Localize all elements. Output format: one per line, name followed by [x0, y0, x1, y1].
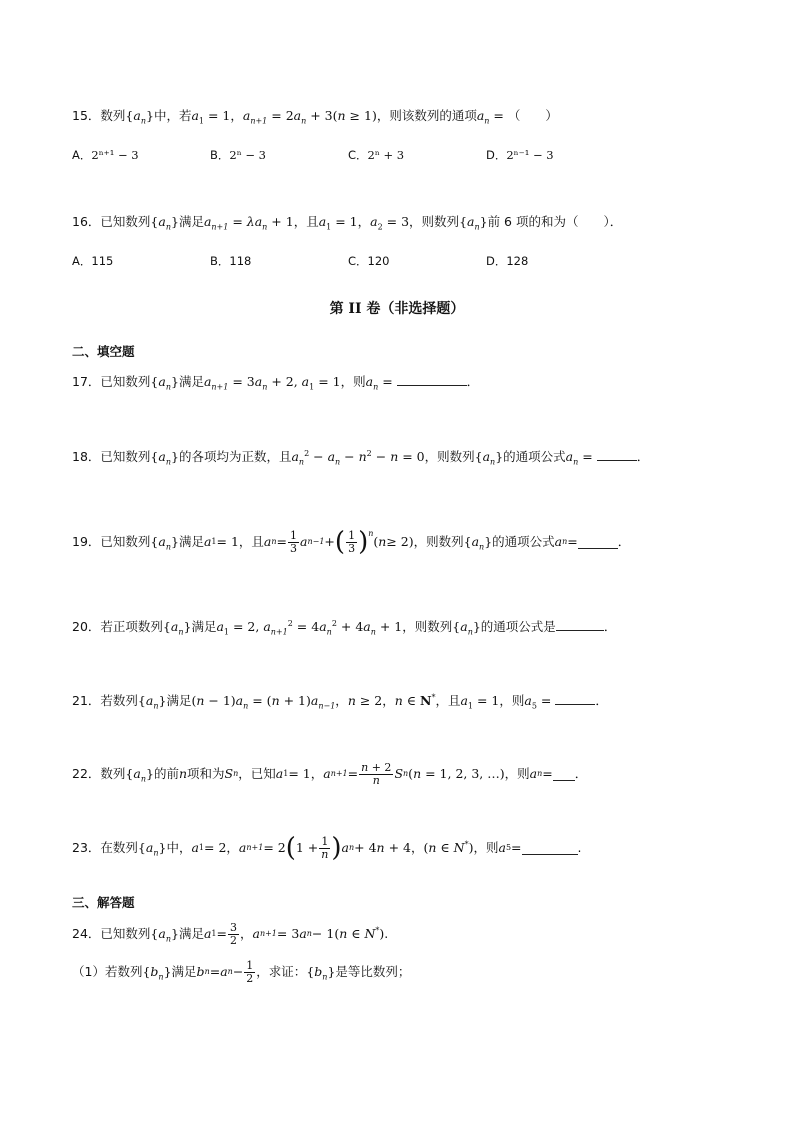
question-number: 19． — [72, 534, 101, 549]
math-expr: = — [228, 214, 247, 229]
math-expr: = — [347, 766, 359, 781]
math-var: n — [378, 534, 387, 549]
question-number: 23． — [72, 840, 101, 855]
math-expr: = 1， — [204, 108, 243, 123]
math-expr: = — [542, 766, 553, 781]
question-text: . — [577, 840, 582, 855]
math-sub: 1 — [223, 627, 229, 637]
math-expr: = — [567, 534, 578, 549]
question-text: 已知数列 — [100, 534, 151, 549]
fraction-one-half: $\frac{1}{2}$ — [246, 958, 254, 985]
question-24-part-1: （1）若数列 $\{b_n\}$ 满足 b n = a n − $\frac{1}{2}$ ，求证： $\{b_n\}$ 是等比数列； — [72, 958, 411, 985]
option-text: 118 — [229, 254, 252, 268]
question-text: 满足 — [166, 693, 192, 708]
option-text: 2ⁿ⁻¹ − 3 — [506, 148, 554, 162]
math-sub: n — [573, 457, 579, 467]
option-a[interactable] — [72, 253, 113, 269]
math-seq-an: $\{a_n\}$ — [150, 926, 179, 944]
question-text: 若正项数列 — [100, 619, 163, 634]
question-text: 的各项均为正数，且 — [178, 449, 292, 464]
option-text: 128 — [506, 254, 529, 268]
math-sub: n+1 — [270, 627, 288, 637]
math-sub: 2 — [377, 222, 383, 232]
fraction-three-halves: $\frac{3}{2}$ — [229, 920, 237, 947]
option-b[interactable] — [210, 147, 266, 163]
math-var: a — [203, 374, 212, 389]
question-text: 已知数列 — [100, 374, 151, 389]
math-sub: n — [370, 627, 376, 637]
option-text: 2ⁿ − 3 — [229, 148, 266, 162]
math-var: n — [394, 693, 403, 708]
question-text: ． — [603, 619, 617, 634]
question-text: 的通项公式 — [503, 449, 566, 464]
question-text: 数列 — [100, 108, 126, 123]
math-var: a — [370, 214, 378, 229]
math-expr: ≥ 2) — [386, 534, 414, 549]
question-22: 22． 数列 $\{a_n\}$ 的前 n 项和为 S n ，已知 a 1 = 1， a n+1 = $\frac{n + 2}{n}$ S n (n = 1, 2, 3, …) ，则 a n = ． — [72, 760, 588, 787]
math-seq-bn: $\{b_n\}$ — [306, 964, 336, 982]
math-var: a — [263, 534, 272, 549]
question-number: 21． — [72, 693, 101, 708]
question-text: 数列 — [100, 766, 126, 781]
math-expr: − — [371, 449, 391, 464]
math-sub: 1 — [326, 222, 332, 232]
question-text: ，则 — [340, 374, 366, 389]
question-text: 的前 — [153, 766, 179, 781]
question-text: 满足 — [191, 619, 217, 634]
question-text: 中，若 — [153, 108, 192, 123]
question-text: 满足 — [171, 964, 197, 979]
math-expr: = — [378, 374, 397, 389]
math-expr: + 4n + 4，(n ∈ N*) — [354, 839, 474, 855]
question-number: 18． — [72, 449, 101, 464]
question-number: 17． — [72, 374, 101, 389]
math-var: n — [358, 449, 367, 464]
question-text: ． — [466, 374, 480, 389]
math-expr: = 3 — [382, 214, 410, 229]
option-text: 120 — [367, 254, 390, 268]
question-number: 22． — [72, 766, 101, 781]
math-sup: 2 — [304, 448, 310, 458]
answer-blank[interactable] — [522, 842, 578, 855]
question-text: ，则数列 — [424, 449, 475, 464]
math-var: a — [323, 766, 331, 781]
question-16 — [72, 214, 622, 230]
math-expr: ( — [191, 693, 197, 708]
option-text: 2ⁿ + 3 — [367, 148, 405, 162]
question-text: ． — [574, 766, 588, 781]
math-expr: ≥ 1) — [345, 108, 377, 123]
math-expr: − — [232, 964, 244, 979]
math-seq-an: $\{a_n\}$ — [459, 214, 488, 232]
math-var: S — [394, 766, 404, 781]
math-expr: − 1(n ∈ N*) — [311, 925, 385, 941]
question-text: 在数列 — [100, 840, 138, 855]
math-an1: a — [242, 108, 251, 123]
math-var: a — [524, 693, 532, 708]
math-var: a — [365, 374, 374, 389]
question-text: 满足 — [178, 374, 204, 389]
math-expr: ， — [239, 926, 253, 941]
math-var: a — [565, 449, 574, 464]
math-var: a — [341, 840, 349, 855]
question-number: 16． — [72, 214, 101, 229]
math-seq-an: $\{a_n\}$ — [150, 214, 179, 232]
math-sub: n — [301, 116, 307, 126]
math-var: n — [347, 693, 356, 708]
math-expr: = 1 — [216, 534, 239, 549]
option-c[interactable] — [348, 253, 389, 269]
fraction-n-plus-2-over-n: $\frac{n + 2}{n}$ — [361, 760, 392, 787]
question-text: 已知数列 — [100, 926, 151, 941]
math-seq-an: $\{a_n\}$ — [137, 693, 167, 711]
math-expr: = 4 — [292, 619, 320, 634]
math-expr: = ( — [248, 693, 272, 708]
math-seq-an: $\{a_n\}$ — [137, 840, 167, 858]
option-label: B． — [210, 148, 230, 162]
math-var: a — [263, 619, 271, 634]
math-expr: = 1， — [331, 214, 371, 229]
math-var: n — [178, 766, 188, 781]
question-text: ，则数列 — [409, 214, 460, 229]
math-expr: (n = 1, 2, 3, …) — [408, 766, 505, 781]
question-text: ． — [595, 693, 608, 708]
math-expr: = 0 — [398, 449, 425, 464]
math-var: a — [252, 926, 260, 941]
option-label: A． — [72, 148, 92, 162]
answer-blank[interactable] — [578, 536, 618, 549]
question-text: 已知数列 — [100, 449, 151, 464]
math-sub: 1 — [467, 701, 474, 711]
math-var: a — [460, 693, 468, 708]
math-sub: n — [373, 382, 379, 392]
math-sub: n — [484, 116, 490, 126]
question-text: 已知数列 — [100, 214, 151, 229]
math-expr: = — [578, 449, 597, 464]
math-expr: + 1) — [279, 693, 311, 708]
math-expr: = — [276, 534, 288, 549]
math-var: a — [235, 693, 244, 708]
math-sub: n — [243, 701, 249, 711]
math-sub: n+1 — [211, 382, 229, 392]
math-var: b — [196, 964, 205, 979]
math-sub: 5 — [531, 701, 537, 711]
math-seq-an: $\{a_n\}$ — [150, 449, 179, 467]
math-var: n — [337, 108, 346, 123]
math-expr: ， — [335, 693, 348, 708]
math-var: a — [476, 108, 485, 123]
math-var: a — [299, 926, 307, 941]
math-seq-an: $\{a_n\}$ — [125, 108, 154, 126]
option-label: D． — [486, 254, 507, 268]
math-var: a — [275, 766, 284, 781]
math-expr: − — [340, 449, 359, 464]
math-expr: + — [324, 534, 335, 549]
question-text: 若数列 — [100, 693, 138, 708]
option-label: C． — [348, 254, 368, 268]
math-var: a — [529, 766, 538, 781]
math-var: a — [203, 534, 212, 549]
math-paren: ) — [331, 833, 342, 863]
question-text: ，则 — [504, 766, 530, 781]
fraction-one-over-n: $\frac{1}{n}$ — [321, 834, 329, 861]
math-var: a — [310, 693, 319, 708]
question-19: 19． 已知数列 $\{a_n\}$ 满足 a 1 = 1 ，且 a n = $\frac{1}{3}$ a n−1 + ( $\frac{1}{3}$ ) $^n$ ( n ≥ 2) ，则数列 $\{a_n\}$ 的通项公式 a n = ． — [72, 527, 631, 557]
answer-blank[interactable] — [597, 448, 637, 461]
question-17 — [72, 373, 479, 390]
math-expr: + 4 — [336, 619, 364, 634]
math-sup: 2 — [287, 618, 293, 628]
math-expr: + 1 — [375, 619, 403, 634]
question-text: （1）若数列 — [72, 964, 143, 979]
math-var: a — [327, 449, 336, 464]
math-expr: = — [511, 840, 522, 855]
answer-blank[interactable] — [553, 768, 575, 781]
math-var: a — [203, 214, 212, 229]
math-expr: = 1 — [473, 693, 500, 708]
math-seq-an: $\{a_n\}$ — [150, 374, 179, 392]
question-text: 满足 — [178, 534, 204, 549]
option-text: 2ⁿ⁺¹ − 3 — [91, 148, 139, 162]
math-sub: 1 — [309, 382, 315, 392]
question-text: ． — [617, 534, 631, 549]
math-seq-an: $\{a_n\}$ — [125, 766, 154, 784]
fraction-one-third: $\frac{1}{3}$ — [290, 528, 298, 555]
math-paren: ) — [358, 527, 369, 557]
question-text: ，则 — [499, 693, 525, 708]
fraction-one-third: $\frac{1}{3}$ — [348, 528, 356, 555]
question-text: 的通项公式 — [492, 534, 555, 549]
question-text: ，则数列 — [413, 534, 464, 549]
math-expr: = 2， — [204, 840, 239, 855]
math-expr: = 3 — [276, 926, 300, 941]
math-var: a — [203, 926, 212, 941]
math-sub: n — [326, 627, 332, 637]
math-var: a — [191, 840, 199, 855]
question-text: 是等比数列； — [335, 964, 411, 979]
math-expr: ∈ N* — [402, 692, 436, 708]
math-var: n — [196, 693, 205, 708]
math-expr: − — [309, 449, 328, 464]
math-expr: = 1， — [288, 766, 324, 781]
question-text: ，已知 — [238, 766, 276, 781]
math-var: a — [498, 840, 506, 855]
question-text: 满足 — [178, 214, 204, 229]
math-sup: 2 — [331, 618, 337, 628]
math-expr: − 1) — [204, 693, 236, 708]
math-expr: ≥ 2， — [355, 693, 395, 708]
math-sub: n — [262, 382, 268, 392]
math-expr: + 1 — [267, 214, 294, 229]
question-text: 前 6 项的和为（ ）． — [487, 214, 623, 229]
math-expr: = — [536, 693, 556, 708]
math-seq-bn: $\{b_n\}$ — [142, 964, 172, 982]
math-sup: 2 — [366, 448, 372, 458]
question-23: 23． 在数列 $\{a_n\}$ 中， a 1 = 2， a n+1 = 2 ( 1 + $\frac{1}{n}$ ) a n + 4n + 4，(n ∈ N*) ，则 a 5 = . — [72, 833, 582, 863]
option-label: B． — [210, 254, 230, 268]
math-sub: n — [298, 457, 305, 467]
math-expr: = 2 — [267, 108, 294, 123]
question-text: . — [384, 926, 389, 941]
question-20 — [72, 618, 616, 635]
math-var: S — [224, 766, 234, 781]
question-number: 15． — [72, 108, 101, 123]
math-sub: n — [335, 457, 341, 467]
math-sub: 1 — [198, 116, 204, 126]
math-var: a — [319, 619, 327, 634]
math-var: n — [390, 449, 399, 464]
math-var: a — [363, 619, 371, 634]
question-number: 20． — [72, 619, 101, 634]
math-seq-an: $\{a_n\}$ — [452, 619, 481, 637]
math-expr: 1 + — [295, 840, 319, 855]
question-text: 中， — [166, 840, 192, 855]
option-a[interactable] — [72, 147, 139, 163]
math-expr: + 2, — [267, 374, 302, 389]
math-expr: = — [216, 926, 227, 941]
math-var: a — [293, 108, 302, 123]
math-var: λa — [246, 214, 263, 229]
question-text: 项和为 — [187, 766, 225, 781]
math-paren: ( — [285, 833, 296, 863]
math-expr: + 3( — [306, 108, 338, 123]
question-text: ，则数列 — [402, 619, 453, 634]
option-c[interactable] — [348, 147, 404, 163]
question-21 — [72, 692, 608, 709]
part-title: 第 II 卷（非选择题） — [329, 301, 465, 317]
math-expr: ( — [373, 534, 379, 549]
option-label: C． — [348, 148, 368, 162]
math-expr: = — [489, 108, 508, 123]
math-paren: ( — [334, 527, 346, 557]
question-text: ，且 — [238, 534, 264, 549]
option-d[interactable] — [486, 147, 554, 163]
math-var: a — [301, 374, 310, 389]
section-heading: 二、填空题 — [72, 344, 135, 359]
question-text: 满足 — [178, 926, 204, 941]
answer-blank[interactable] — [556, 618, 604, 631]
option-b[interactable] — [210, 253, 251, 269]
math-var: a — [238, 840, 247, 855]
answer-blank[interactable] — [555, 692, 595, 705]
math-var: n — [271, 693, 280, 708]
math-seq-an: $\{a_n\}$ — [162, 619, 192, 637]
math-expr: = 2, — [229, 619, 264, 634]
question-number: 24． — [72, 926, 101, 941]
math-expr: = 3 — [228, 374, 255, 389]
math-sub: n−1 — [318, 701, 336, 711]
math-sub: n+1 — [250, 116, 268, 126]
math-var: a — [220, 964, 228, 979]
math-sub: n+1 — [211, 222, 229, 232]
question-text: 的通项公式是 — [480, 619, 556, 634]
math-seq-an: $\{a_n\}$ — [150, 534, 179, 552]
math-expr: = — [209, 964, 221, 979]
math-var: a — [318, 214, 327, 229]
math-var: a — [554, 534, 563, 549]
math-expr: = 1 — [314, 374, 341, 389]
math-var: a — [291, 449, 299, 464]
answer-parentheses: （ ） — [507, 108, 558, 123]
section-heading: 三、解答题 — [72, 895, 135, 910]
option-label: D． — [486, 148, 507, 162]
question-text: ，则 — [473, 840, 499, 855]
math-a1: a — [191, 108, 199, 123]
math-seq-an: $\{a_n\}$ — [463, 534, 493, 552]
question-18 — [72, 448, 649, 465]
math-sub: n — [262, 222, 268, 232]
math-seq-an: $\{a_n\}$ — [474, 449, 504, 467]
question-24: 24． 已知数列 $\{a_n\}$ 满足 a 1 = $\frac{3}{2}$ ， a n+1 = 3 a n − 1(n ∈ N*) . — [72, 920, 389, 947]
question-15 — [72, 108, 558, 124]
question-text: ，且 — [435, 693, 461, 708]
question-text: ，则该数列的通项 — [376, 108, 477, 123]
answer-blank[interactable] — [397, 373, 467, 386]
question-text: ，求证： — [256, 964, 307, 979]
option-text: 115 — [91, 254, 114, 268]
math-var: a — [300, 534, 308, 549]
math-expr: = 2 — [263, 840, 286, 855]
math-var: a — [254, 374, 263, 389]
option-label: A． — [72, 254, 92, 268]
question-text: ，且 — [293, 214, 319, 229]
math-var: a — [216, 619, 224, 634]
option-d[interactable] — [486, 253, 528, 269]
question-text: ． — [636, 449, 650, 464]
